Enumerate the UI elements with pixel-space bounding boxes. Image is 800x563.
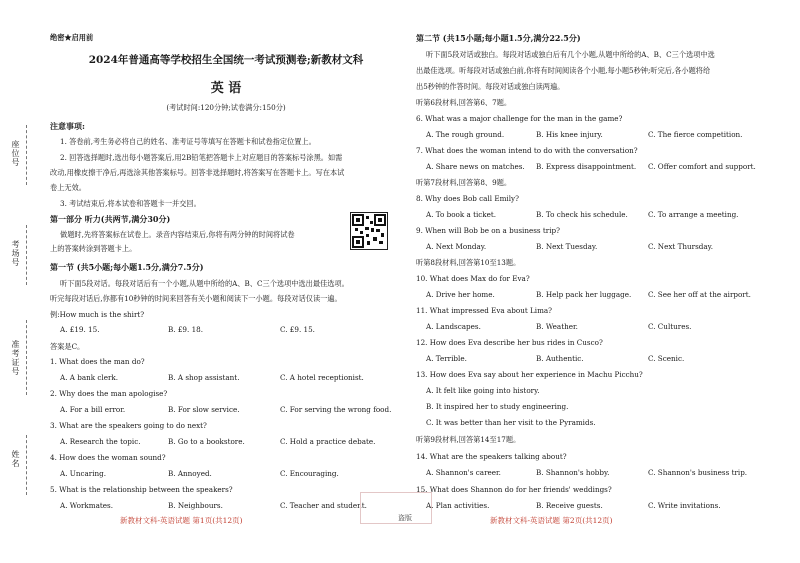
secret-mark: 绝密★启用前 xyxy=(50,33,94,42)
question-13: 13. How does Eva say about her experience in Machu Picchu? xyxy=(416,370,643,379)
exam-info: (考试时间:120分钟;试卷满分:150分) xyxy=(166,103,286,112)
question-14: 14. What are the speakers talking about? xyxy=(416,452,567,461)
material-note: 听第9段材料,回答第14至17题。 xyxy=(416,435,521,444)
q9-option-b: B. Next Tuesday. xyxy=(536,242,598,251)
q14-option-c: C. Shannon's business trip. xyxy=(648,468,748,477)
section2-desc-line: 出5秒钟的作答时间。每段对话或独白读两遍。 xyxy=(416,82,565,91)
q9-option-a: A. Next Monday. xyxy=(426,242,487,251)
question-11: 11. What impressed Eva about Lima? xyxy=(416,306,553,315)
q9-option-c: C. Next Thursday. xyxy=(648,242,714,251)
q3-option-c: C. Hold a practice debate. xyxy=(280,437,376,446)
exam-id-label: 准考证号 xyxy=(11,340,20,376)
name-label: 姓名 xyxy=(11,450,20,468)
example-option-a: A. £19. 15. xyxy=(60,325,100,334)
q2-option-c: C. For serving the wrong food. xyxy=(280,405,392,414)
material-note: 听第7段材料,回答第8、9题。 xyxy=(416,178,512,187)
exam-page-2 xyxy=(412,0,792,563)
exam-page-1 xyxy=(46,0,406,563)
q10-option-a: A. Drive her home. xyxy=(426,290,495,299)
q5-option-c: C. Teacher and student. xyxy=(280,501,367,510)
q6-option-a: A. The rough ground. xyxy=(426,130,505,139)
q15-option-b: B. Receive guests. xyxy=(536,501,603,510)
q3-option-b: B. Go to a bookstore. xyxy=(168,437,245,446)
seat-number-label: 座位号 xyxy=(11,140,20,167)
example-question: 例:How much is the shirt? xyxy=(50,310,145,319)
q13-option-b: B. It inspired her to study engineering. xyxy=(426,402,569,411)
exam-id-line xyxy=(26,320,27,395)
question-5: 5. What is the relationship between the speakers? xyxy=(50,485,233,494)
exam-room-label: 考场号 xyxy=(11,240,20,267)
q2-option-b: B. For slow service. xyxy=(168,405,240,414)
notice-title: 注意事项: xyxy=(50,121,85,131)
q2-option-a: A. For a bill error. xyxy=(60,405,126,414)
notice-line: 2. 回答选择题时,选出每小题答案后,用2B铅笔把答题卡上对应题目的答案标号涂黑。如需 xyxy=(60,153,343,162)
question-9: 9. When will Bob be on a business trip? xyxy=(416,226,560,235)
q6-option-b: B. His knee injury. xyxy=(536,130,603,139)
q5-option-b: B. Neighbours. xyxy=(168,501,223,510)
notice-line: 卷上无效。 xyxy=(50,183,86,192)
q12-option-b: B. Authentic. xyxy=(536,354,584,363)
notice-line: 3. 考试结束后,将本试卷和答题卡一并交回。 xyxy=(60,199,201,208)
q15-option-a: A. Plan activities. xyxy=(426,501,490,510)
q8-option-a: A. To book a ticket. xyxy=(426,210,497,219)
question-7: 7. What does the woman intend to do with the conversation? xyxy=(416,146,638,155)
q11-option-b: B. Weather. xyxy=(536,322,578,331)
question-6: 6. What was a major challenge for the man in the game? xyxy=(416,114,623,123)
example-option-c: C. £9. 15. xyxy=(280,325,315,334)
question-1: 1. What does the man do? xyxy=(50,357,145,366)
q4-option-a: A. Uncaring. xyxy=(60,469,107,478)
section1-heading: 第一节 (共5小题;每小题1.5分,满分7.5分) xyxy=(50,262,204,272)
q4-option-c: C. Encouraging. xyxy=(280,469,339,478)
q3-option-a: A. Research the topic. xyxy=(60,437,141,446)
page-footer: 新教材文科-英语试题 第1页(共12页) xyxy=(120,516,243,525)
q7-option-b: B. Express disappointment. xyxy=(536,162,637,171)
q1-option-b: B. A shop assistant. xyxy=(168,373,240,382)
q14-option-b: B. Shannon's hobby. xyxy=(536,468,610,477)
section2-desc-line: 听下面5段对话或独白。每段对话或独白后有几个小题,从题中所给的A、B、C三个选项中选 xyxy=(426,50,715,59)
question-2: 2. Why does the man apologise? xyxy=(50,389,168,398)
q15-option-c: C. Write invitations. xyxy=(648,501,721,510)
question-8: 8. Why does Bob call Emily? xyxy=(416,194,519,203)
example-option-b: B. £9. 18. xyxy=(168,325,203,334)
page-footer: 新教材文科-英语试题 第2页(共12页) xyxy=(490,516,613,525)
q6-option-c: C. The fierce competition. xyxy=(648,130,743,139)
q4-option-b: B. Annoyed. xyxy=(168,469,212,478)
section1-desc-line: 听完每段对话后,你都有10秒钟的时间来回答有关小题和阅读下一小题。每段对话仅读一遍。 xyxy=(50,294,342,303)
q10-option-b: B. Help pack her luggage. xyxy=(536,290,632,299)
part1-desc-line: 做题时,先将答案标在试卷上。录音内容结束后,你将有两分钟的时间将试卷 xyxy=(60,230,295,239)
section1-desc-line: 听下面5段对话。每段对话后有一个小题,从题中所给的A、B、C三个选项中选出最佳选项。 xyxy=(60,279,349,288)
q10-option-c: C. See her off at the airport. xyxy=(648,290,751,299)
part1-heading: 第一部分 听力(共两节,满分30分) xyxy=(50,214,171,224)
q7-option-a: A. Share news on matches. xyxy=(426,162,525,171)
watermark-text: 盗版 xyxy=(398,514,412,522)
q11-option-c: C. Cultures. xyxy=(648,322,692,331)
section2-desc-line: 出最佳选项。听每段对话或独白前,你将有时间阅读各个小题,每小题5秒钟;听完后,各小题将给 xyxy=(416,66,711,75)
material-note: 听第8段材料,回答第10至13题。 xyxy=(416,258,521,267)
exam-title: 2024年普通高等学校招生全国统一考试预测卷;新教材文科 xyxy=(88,54,364,66)
q7-option-c: C. Offer comfort and support. xyxy=(648,162,756,171)
q12-option-c: C. Scenic. xyxy=(648,354,685,363)
notice-line: 改动,用橡皮擦干净后,再选涂其他答案标号。回答非选择题时,将答案写在答题卡上。写在本试 xyxy=(50,168,345,177)
exam-room-line xyxy=(26,225,27,285)
q8-option-c: C. To arrange a meeting. xyxy=(648,210,739,219)
q14-option-a: A. Shannon's career. xyxy=(426,468,501,477)
qr-code-icon xyxy=(350,212,388,250)
q12-option-a: A. Terrible. xyxy=(426,354,467,363)
binding-margin xyxy=(0,0,44,563)
q1-option-c: C. A hotel receptionist. xyxy=(280,373,364,382)
q5-option-a: A. Workmates. xyxy=(60,501,113,510)
subject-title: 英 语 xyxy=(210,81,242,96)
material-note: 听第6段材料,回答第6、7题。 xyxy=(416,98,512,107)
q13-option-a: A. It felt like going into history. xyxy=(426,386,540,395)
q13-option-c: C. It was better than her visit to the Pyramids. xyxy=(426,418,596,427)
q8-option-b: B. To check his schedule. xyxy=(536,210,628,219)
notice-line: 1. 答卷前,考生务必将自己的姓名、准考证号等填写在答题卡和试卷指定位置上。 xyxy=(60,137,316,146)
q11-option-a: A. Landscapes. xyxy=(426,322,481,331)
question-12: 12. How does Eva describe her bus rides in Cusco? xyxy=(416,338,603,347)
question-10: 10. What does Max do for Eva? xyxy=(416,274,530,283)
part1-desc-line: 上的答案转涂到答题卡上。 xyxy=(50,244,137,253)
q1-option-a: A. A bank clerk. xyxy=(60,373,119,382)
question-3: 3. What are the speakers going to do next? xyxy=(50,421,207,430)
question-4: 4. How does the woman sound? xyxy=(50,453,166,462)
name-line xyxy=(26,435,27,495)
question-15: 15. What does Shannon do for her friends' weddings? xyxy=(416,485,612,494)
seat-number-line xyxy=(26,125,27,185)
example-answer: 答案是C。 xyxy=(50,342,85,351)
section2-heading: 第二节 (共15小题;每小题1.5分,满分22.5分) xyxy=(416,33,581,43)
